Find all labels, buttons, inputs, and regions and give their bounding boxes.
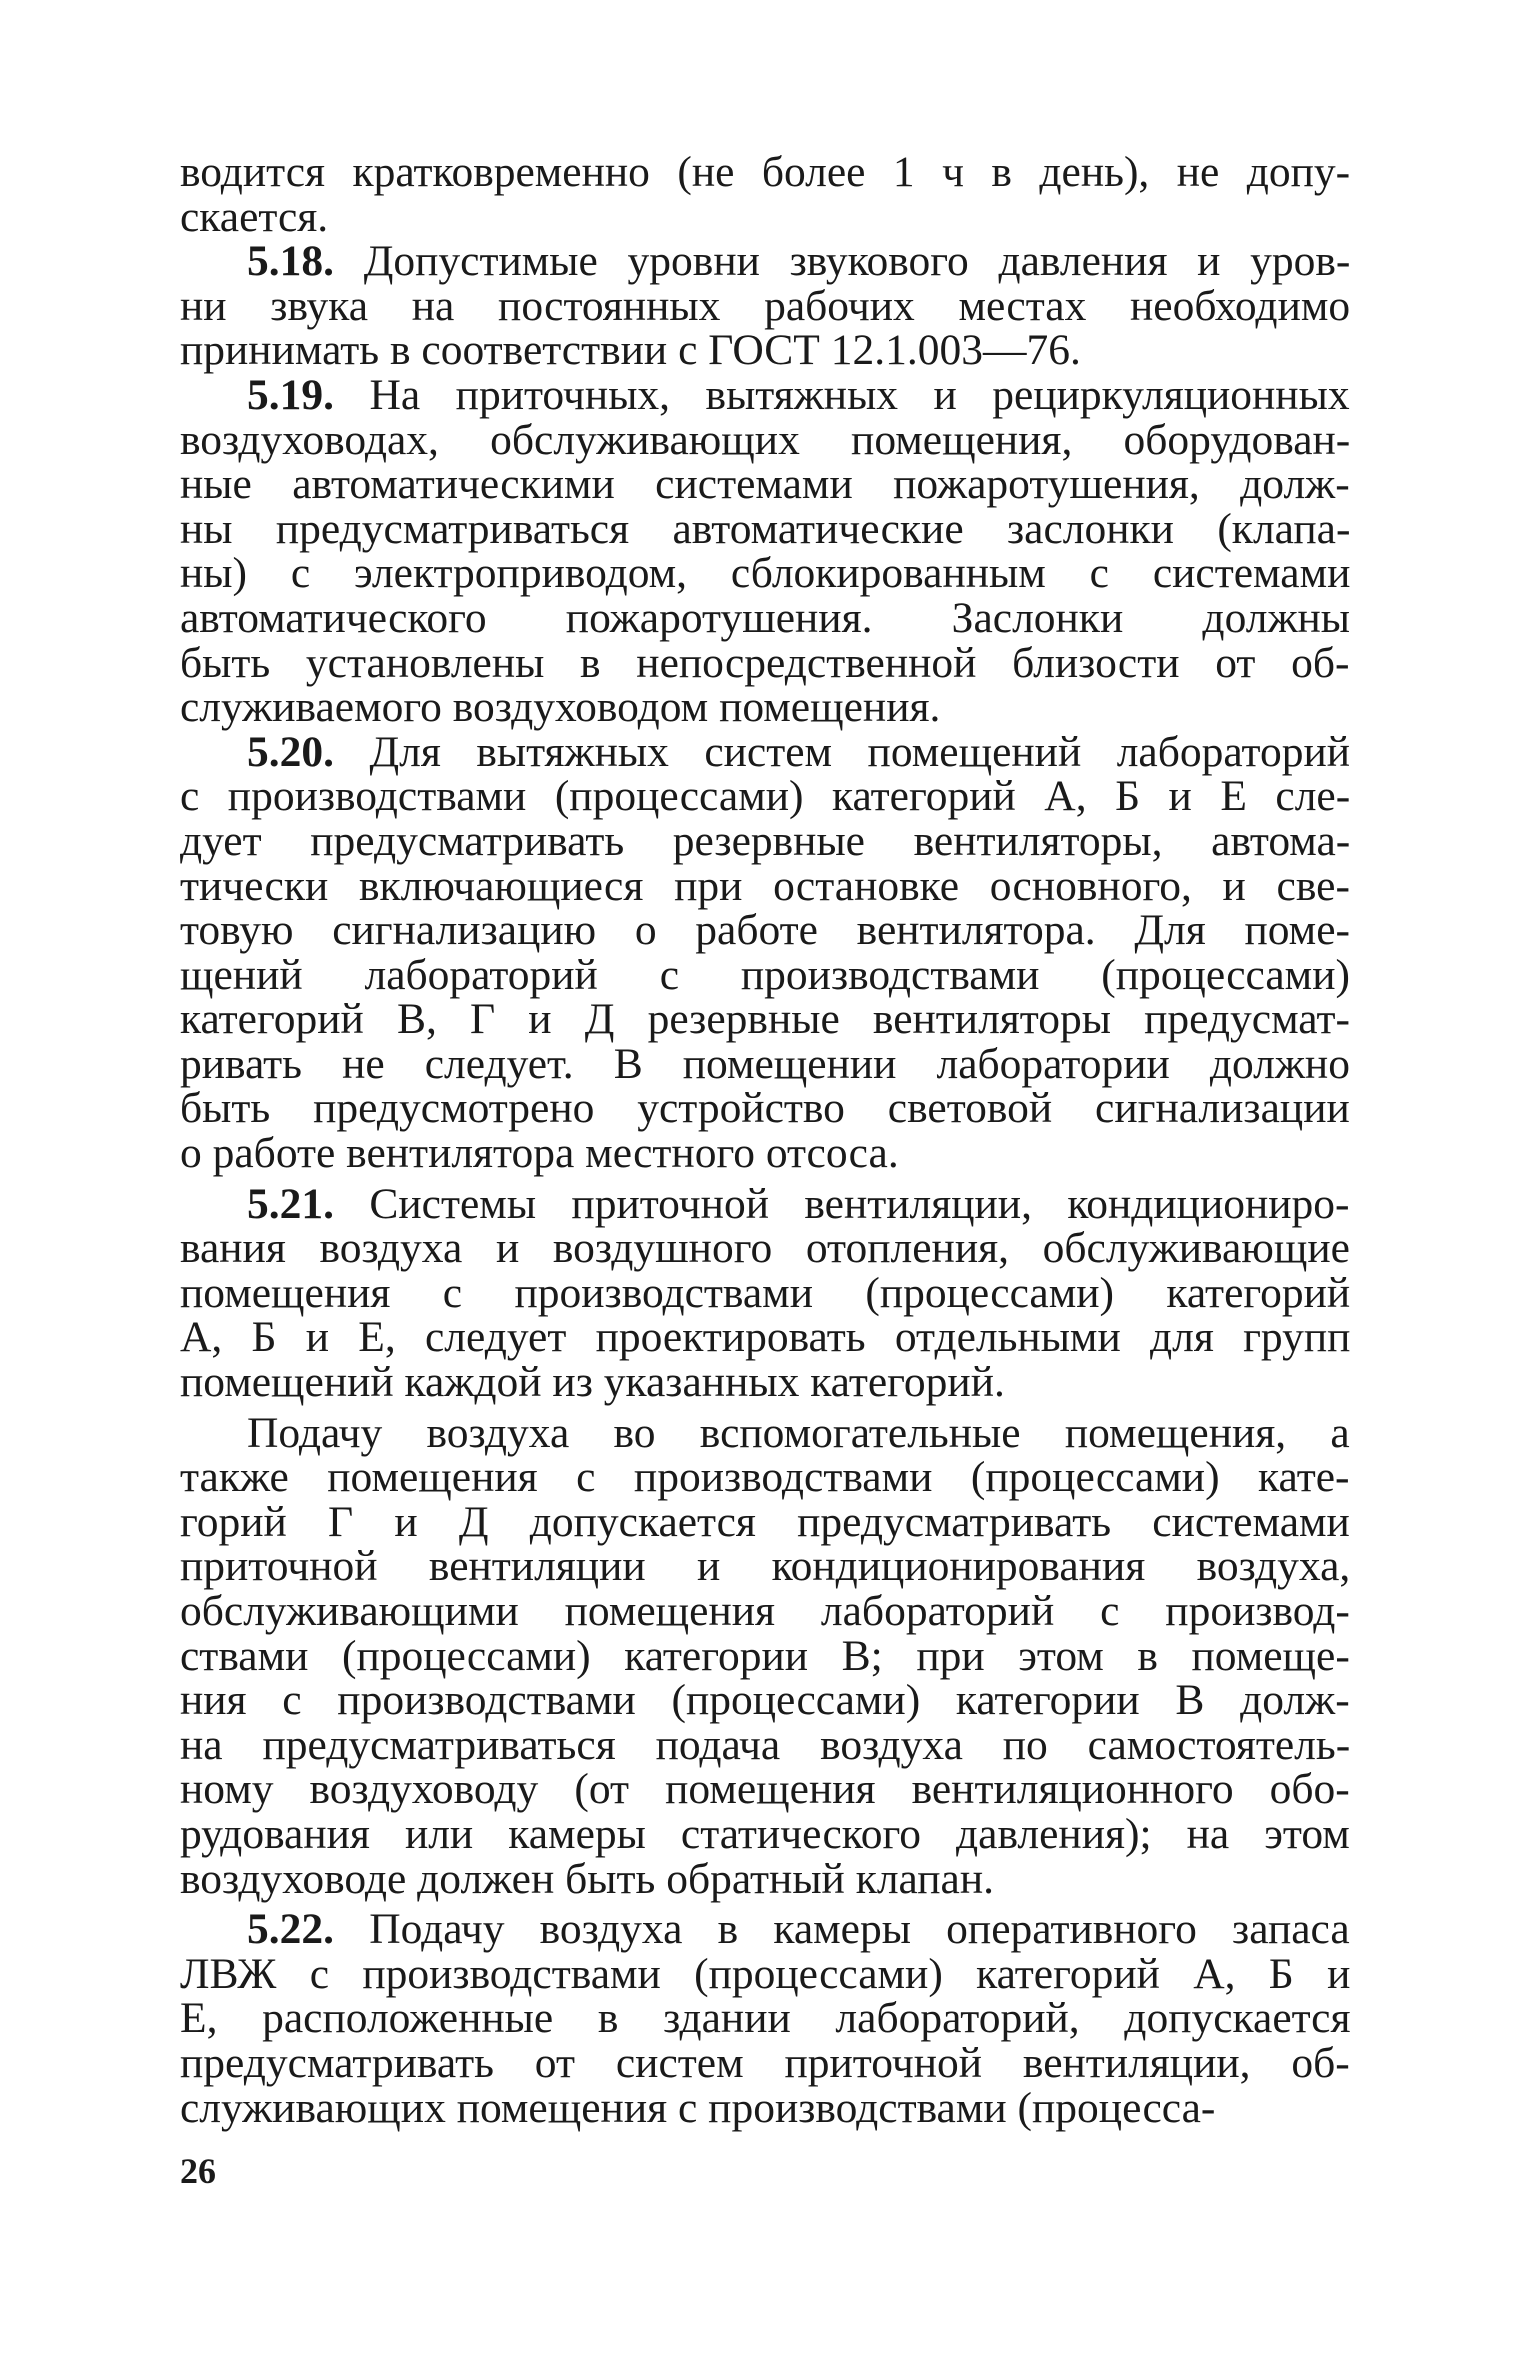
text-run: Системы приточной вентиляции, кондициониро- — [369, 1179, 1350, 1228]
text-line: ны предусматриваться автоматические заслонки (клапа- — [180, 504, 1351, 553]
text-run: Подачу воздуха в камеры оперативного запаса — [369, 1905, 1350, 1954]
paragraph-5-21 — [180, 1179, 1351, 1407]
text-line: помещения с производствами (процессами) категорий — [180, 1268, 1351, 1317]
text-line: А, Б и Е, следует проектировать отдельными для групп — [180, 1313, 1351, 1362]
text-line: о работе вентилятора местного отсоса. — [180, 1129, 899, 1178]
text-line: принимать в соответствии с ГОСТ 12.1.003—76. — [180, 326, 1081, 375]
text-line: категорий В, Г и Д резервные вентиляторы предусмат- — [180, 995, 1350, 1044]
text-line: товую сигнализацию о работе вентилятора. Для поме- — [180, 906, 1351, 955]
text-line: ны) с электроприводом, сблокированным с системами — [180, 549, 1351, 598]
paragraph-continuation — [180, 150, 1350, 239]
text-line — [180, 239, 1350, 284]
text-line: служивающих помещения с производствами (процесса- — [180, 2083, 1216, 2132]
text-line — [180, 727, 1351, 776]
text-line: ЛВЖ с производствами (процессами) категорий А, Б и — [180, 1949, 1351, 1998]
clause-number: 5.22. — [247, 1905, 334, 1954]
text-line — [180, 370, 1350, 419]
text-run: Для вытяжных систем помещений лабораторий — [369, 727, 1351, 776]
clause-number: 5.20. — [247, 727, 334, 776]
text-line: приточной вентиляции и кондиционирования воздуха, — [180, 1542, 1351, 1591]
text-line: ния с производствами (процессами) категории В долж- — [180, 1676, 1350, 1725]
text-line: предусматривать от систем приточной вентиляции, об- — [180, 2038, 1350, 2087]
text-line: на предусматриваться подача воздуха по самостоятель- — [180, 1720, 1351, 1769]
clause-number: 5.19. — [247, 370, 334, 419]
text-line: ствами (процессами) категории В; при этом в помеще- — [180, 1631, 1350, 1680]
paragraph-5-19 — [180, 370, 1351, 732]
text-line: быть предусмотрено устройство световой сигнализации — [180, 1084, 1350, 1133]
text-line: щений лабораторий с производствами (процессами) — [180, 950, 1350, 999]
clause-number: 5.21. — [247, 1179, 334, 1228]
text-run: На приточных, вытяжных и рециркуляционных — [369, 370, 1350, 419]
text-line: вания воздуха и воздушного отопления, обслуживающие — [180, 1224, 1350, 1273]
text-line: дует предусматривать резервные вентиляторы, автома- — [180, 816, 1351, 865]
text-line: рудования или камеры статического давления); на этом — [180, 1809, 1350, 1858]
text-line: помещений каждой из указанных категорий. — [180, 1358, 1005, 1407]
document-page — [180, 150, 1350, 2130]
paragraph-5-18 — [180, 239, 1350, 373]
page-number: 26 — [180, 2151, 216, 2191]
text-line: ному воздуховоду (от помещения вентиляционного обо- — [180, 1765, 1350, 1814]
text-line: Е, расположенные в здании лабораторий, допускается — [180, 1994, 1351, 2043]
paragraph-5-20 — [180, 727, 1351, 1178]
text-line: быть установлены в непосредственной близости от об- — [180, 638, 1350, 687]
clause-number: 5.18. — [247, 237, 334, 286]
text-line: автоматического пожаротушения. Заслонки должны — [180, 593, 1351, 642]
text-line: водится кратковременно (не более 1 ч в день), не допу- — [180, 148, 1351, 196]
text-line — [180, 1179, 1350, 1228]
text-line: ривать не следует. В помещении лаборатории должно — [180, 1039, 1350, 1088]
text-line: горий Г и Д допускается предусматривать системами — [180, 1497, 1350, 1546]
paragraph-5-22 — [180, 1907, 1350, 2130]
text-line: с производствами (процессами) категорий А, Б и Е сле- — [180, 772, 1351, 821]
text-line: тически включающиеся при остановке основного, и све- — [180, 861, 1350, 910]
text-line — [180, 1907, 1350, 1952]
text-run: Допустимые уровни звукового давления и уров- — [363, 237, 1351, 286]
text-line: ни звука на постоянных рабочих местах необходимо — [180, 281, 1351, 330]
text-line: обслуживающими помещения лабораторий с производ- — [180, 1587, 1350, 1635]
text-line: скается. — [180, 192, 329, 241]
text-line: Подачу воздуха во вспомогательные помещения, а — [247, 1408, 1350, 1457]
text-line: также помещения с производствами (процессами) кате- — [180, 1453, 1350, 1502]
text-line: воздуховодах, обслуживающих помещения, оборудован- — [180, 415, 1351, 464]
text-line: служиваемого воздуховодом помещения. — [180, 683, 941, 732]
text-line: воздуховоде должен быть обратный клапан. — [180, 1854, 995, 1903]
paragraph-5-21-continued — [180, 1408, 1351, 1903]
text-line: ные автоматическими системами пожаротушения, долж- — [180, 460, 1350, 509]
